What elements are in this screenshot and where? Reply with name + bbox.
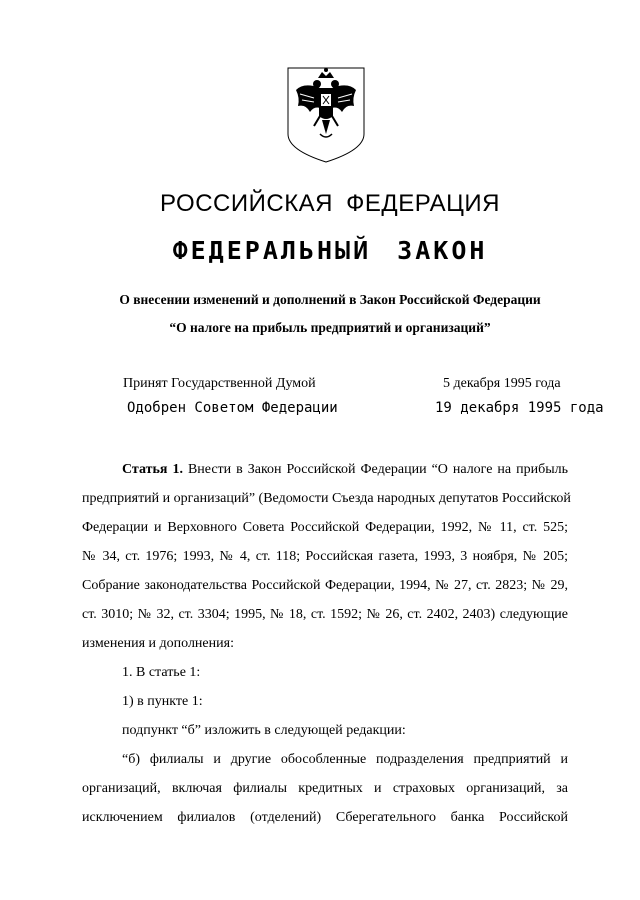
body-line: 1. В статье 1:: [122, 665, 201, 680]
body-line: подпункт “б” изложить в следующей редакции:: [122, 723, 406, 738]
body-line: Федерации и Верховного Совета Российской Федерации, 1992, № 11, ст. 525;: [82, 520, 568, 535]
body-line: организаций, включая филиалы кредитных и страховых организаций, за: [82, 781, 568, 796]
body-line: исключением филиалов (отделений) Сберегательного банка Российской: [82, 810, 568, 825]
article-label: Статья 1.: [122, 462, 183, 477]
law-subtitle-line-2: “О налоге на прибыль предприятий и организаций”: [169, 320, 491, 335]
coat-of-arms-emblem: [284, 64, 368, 164]
duma-adoption-date: 5 декабря 1995 года: [443, 376, 561, 391]
law-type-heading: ФЕДЕРАЛЬНЫЙ ЗАКОН: [172, 236, 488, 265]
duma-adoption-label: Принят Государственной Думой: [123, 376, 316, 391]
law-subtitle-line-1: О внесении изменений и дополнений в Закон Российской Федерации: [119, 292, 541, 307]
body-line: № 34, ст. 1976; 1993, № 4, ст. 118; Российская газета, 1993, 3 ноября, № 205;: [82, 549, 568, 564]
article-body: [82, 460, 571, 837]
body-line: ст. 3010; № 32, ст. 3304; 1995, № 18, ст. 1592; № 26, ст. 2402, 2403) следующие: [82, 607, 568, 622]
body-line: “б) филиалы и другие обособленные подразделения предприятий и: [122, 752, 568, 767]
body-line-text: Внести в Закон Российской Федерации “О налоге на прибыль: [187, 462, 569, 477]
council-approval-date: 19 декабря 1995 года: [435, 400, 604, 416]
body-line: изменения и дополнения:: [82, 636, 234, 651]
council-approval-label: Одобрен Советом Федерации: [127, 400, 338, 416]
body-line: [122, 460, 568, 489]
body-line: 1) в пункте 1:: [122, 694, 203, 709]
body-line: предприятий и организаций” (Ведомости Съезда народных депутатов Российской: [82, 491, 571, 506]
body-line: Собрание законодательства Российской Федерации, 1994, № 27, ст. 2823; № 29,: [82, 578, 568, 593]
country-title: РОССИЙСКАЯ ФЕДЕРАЦИЯ: [160, 190, 500, 217]
